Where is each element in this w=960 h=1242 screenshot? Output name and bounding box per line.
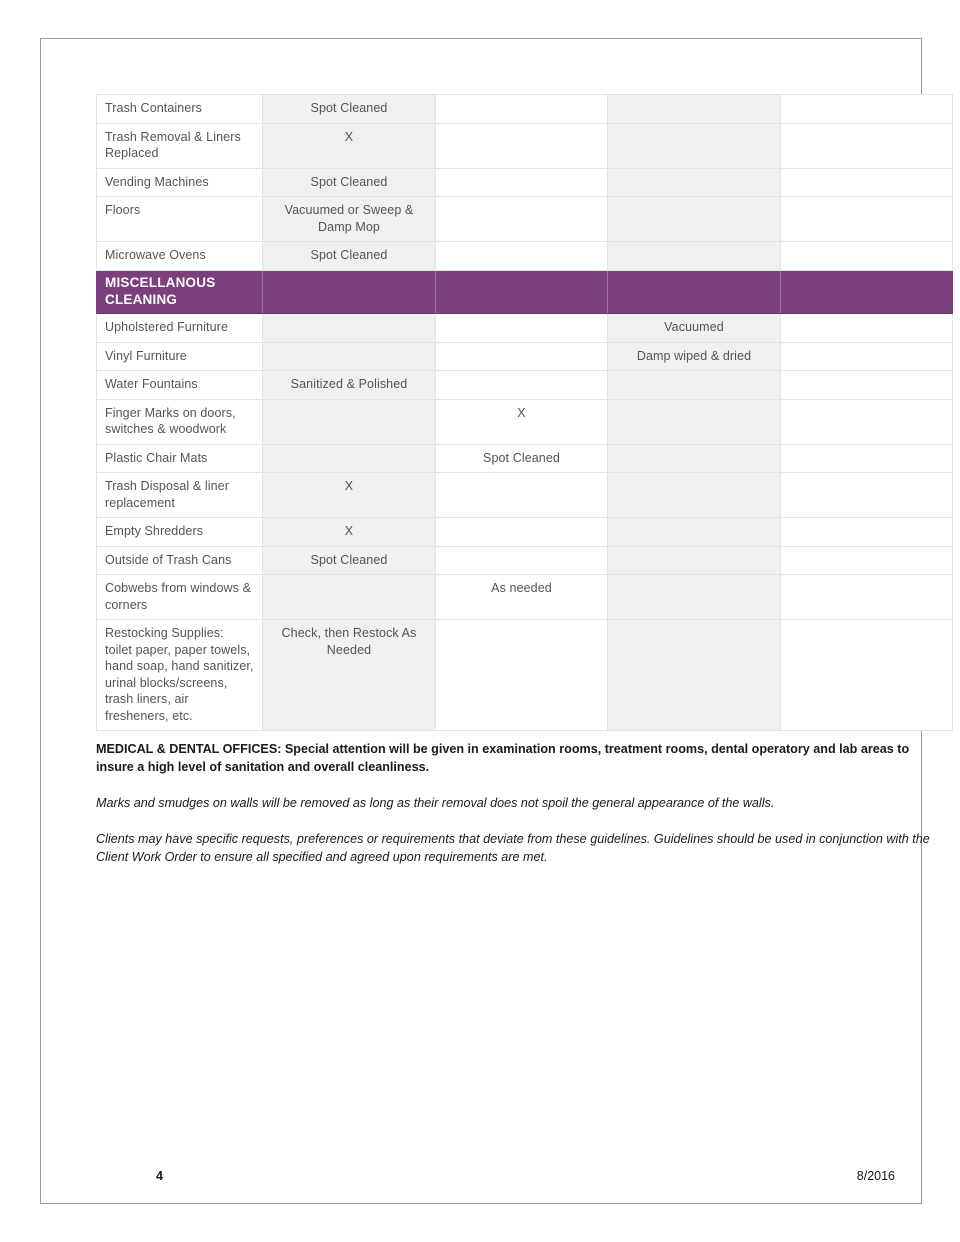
frequency-cell (608, 242, 781, 271)
frequency-cell: Spot Cleaned (263, 168, 436, 197)
frequency-cell (608, 444, 781, 473)
frequency-cell (436, 371, 608, 400)
table-row (97, 242, 953, 271)
frequency-cell (436, 518, 608, 547)
frequency-cell (436, 197, 608, 242)
frequency-cell (436, 242, 608, 271)
frequency-cell: X (263, 473, 436, 518)
frequency-cell (608, 473, 781, 518)
section-header-label: MISCELLANOUS CLEANING (97, 270, 263, 314)
frequency-cell (608, 371, 781, 400)
frequency-cell (436, 123, 608, 168)
table-row (97, 473, 953, 518)
task-label: Water Fountains (97, 371, 263, 400)
table-row (97, 314, 953, 343)
section-header-cell (781, 270, 953, 314)
task-label: Trash Containers (97, 95, 263, 124)
section-header-cell (263, 270, 436, 314)
frequency-cell (263, 399, 436, 444)
frequency-cell (781, 575, 953, 620)
table-row (97, 546, 953, 575)
frequency-cell (608, 123, 781, 168)
frequency-cell (608, 575, 781, 620)
page-content (96, 94, 952, 885)
frequency-cell (608, 168, 781, 197)
frequency-cell (263, 444, 436, 473)
frequency-cell: Spot Cleaned (263, 242, 436, 271)
task-label: Upholstered Furniture (97, 314, 263, 343)
table-section-row (97, 270, 953, 314)
table-row (97, 168, 953, 197)
frequency-cell (781, 546, 953, 575)
frequency-cell (781, 197, 953, 242)
task-label: Vending Machines (97, 168, 263, 197)
task-label: Cobwebs from windows & corners (97, 575, 263, 620)
frequency-cell (436, 342, 608, 371)
frequency-cell: Check, then Restock As Needed (263, 620, 436, 731)
frequency-cell (781, 371, 953, 400)
frequency-cell: Spot Cleaned (263, 95, 436, 124)
frequency-cell (781, 473, 953, 518)
task-label: Plastic Chair Mats (97, 444, 263, 473)
frequency-cell (781, 242, 953, 271)
frequency-cell: Vacuumed (608, 314, 781, 343)
task-label: Vinyl Furniture (97, 342, 263, 371)
frequency-cell: X (263, 518, 436, 547)
frequency-cell (436, 473, 608, 518)
section-header-cell (436, 270, 608, 314)
frequency-cell (781, 399, 953, 444)
frequency-cell (781, 95, 953, 124)
frequency-cell (436, 546, 608, 575)
frequency-cell (608, 518, 781, 547)
table-row (97, 399, 953, 444)
frequency-cell: Vacuumed or Sweep & Damp Mop (263, 197, 436, 242)
frequency-cell (608, 197, 781, 242)
frequency-cell: Damp wiped & dried (608, 342, 781, 371)
note-paragraph: Marks and smudges on walls will be removed as long as their removal does not spoil the general appearance of the walls. (96, 795, 775, 810)
task-label: Empty Shredders (97, 518, 263, 547)
frequency-cell (263, 314, 436, 343)
task-label: Trash Removal & Liners Replaced (97, 123, 263, 168)
frequency-cell (781, 444, 953, 473)
frequency-cell (781, 342, 953, 371)
page-border (40, 38, 930, 1204)
notes-section (96, 741, 936, 866)
frequency-cell (608, 399, 781, 444)
table-row (97, 123, 953, 168)
table-row (97, 575, 953, 620)
page-number: 4 (156, 1169, 163, 1183)
table-row (97, 342, 953, 371)
task-label: Finger Marks on doors, switches & woodwork (97, 399, 263, 444)
task-label: Floors (97, 197, 263, 242)
frequency-cell: X (436, 399, 608, 444)
cleaning-schedule-body (97, 95, 953, 731)
frequency-cell: Spot Cleaned (436, 444, 608, 473)
task-label: Restocking Supplies: toilet paper, paper towels, hand soap, hand sanitizer, urinal blocks/screens, trash liners, air fresheners, etc. (97, 620, 263, 731)
frequency-cell: X (263, 123, 436, 168)
section-header-cell (608, 270, 781, 314)
frequency-cell (608, 95, 781, 124)
frequency-cell (436, 620, 608, 731)
frequency-cell (436, 168, 608, 197)
frequency-cell (781, 518, 953, 547)
frequency-cell (608, 620, 781, 731)
task-label: Microwave Ovens (97, 242, 263, 271)
table-row (97, 371, 953, 400)
frequency-cell (263, 575, 436, 620)
page-footer (96, 1169, 952, 1189)
table-row (97, 518, 953, 547)
frequency-cell (608, 546, 781, 575)
cleaning-schedule-table (96, 94, 953, 731)
frequency-cell (781, 123, 953, 168)
task-label: Outside of Trash Cans (97, 546, 263, 575)
table-row (97, 95, 953, 124)
note-paragraph: Clients may have specific requests, preferences or requirements that deviate from these guidelines. Guidelines should be used in conjunction with the Client Work Order to ensure all specified and agreed upon requirements are met. (96, 831, 930, 864)
task-label: Trash Disposal & liner replacement (97, 473, 263, 518)
table-row (97, 620, 953, 731)
frequency-cell: Sanitized & Polished (263, 371, 436, 400)
table-row (97, 197, 953, 242)
frequency-cell (436, 314, 608, 343)
frequency-cell (781, 314, 953, 343)
frequency-cell (781, 620, 953, 731)
frequency-cell: Spot Cleaned (263, 546, 436, 575)
frequency-cell (781, 168, 953, 197)
table-row (97, 444, 953, 473)
frequency-cell: As needed (436, 575, 608, 620)
frequency-cell (436, 95, 608, 124)
revision-date: 8/2016 (856, 1169, 895, 1183)
frequency-cell (263, 342, 436, 371)
note-paragraph: MEDICAL & DENTAL OFFICES: Special attention will be given in examination rooms, treatment rooms, dental operatory and lab areas to insure a high level of sanitation and overall cleanliness. (96, 742, 910, 774)
